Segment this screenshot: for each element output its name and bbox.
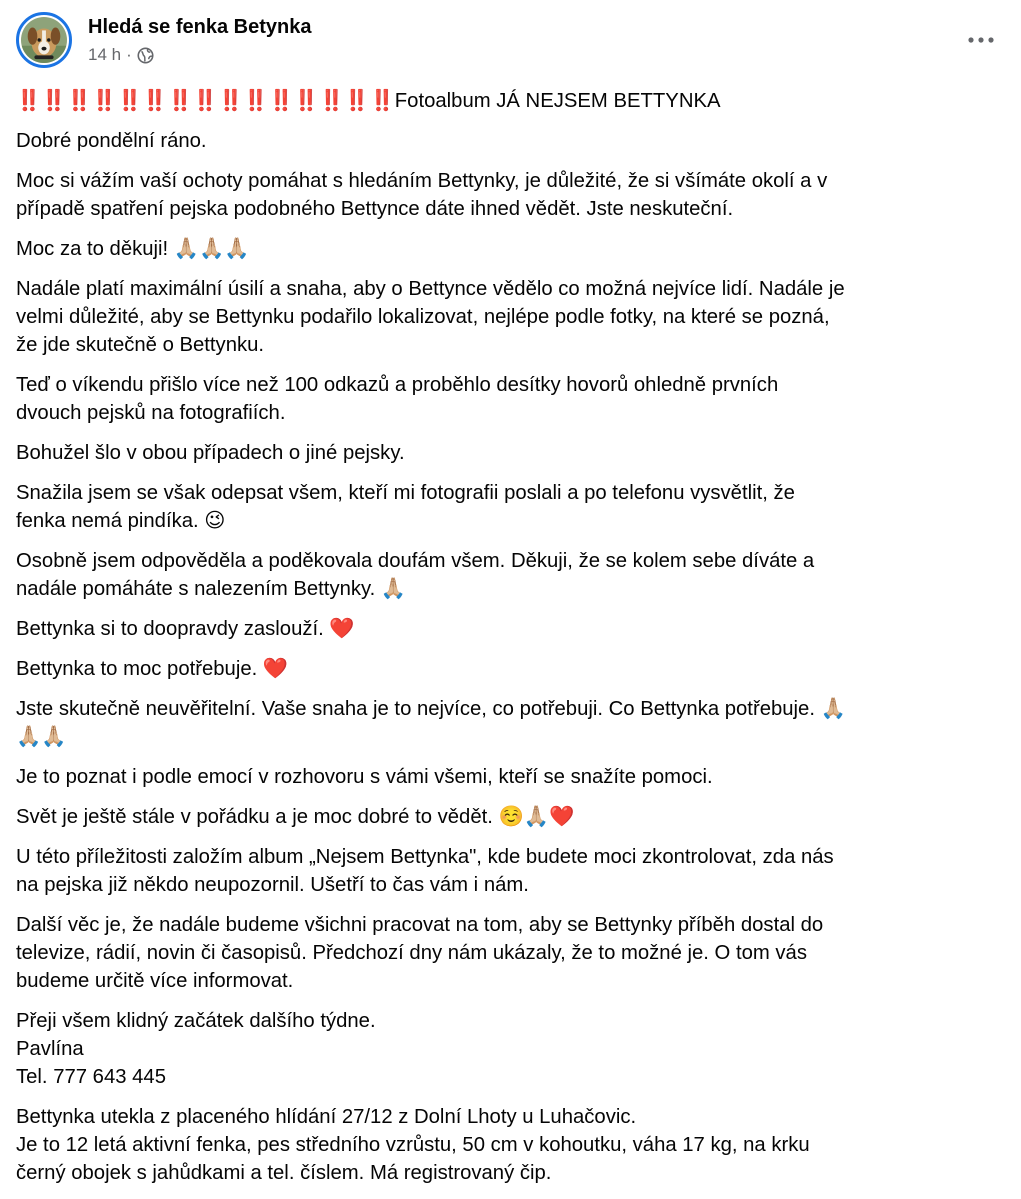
paragraph-other-dogs <box>16 439 1006 467</box>
text-line: U této příležitosti založím album „Nejsem Bettynka", kde budete moci zkontrolovat, zda nás <box>16 846 834 868</box>
paragraph-thanks <box>16 167 1006 223</box>
post-text <box>16 86 1006 1199</box>
text-line: nadále pomáháte s nalezením Bettynky. 🙏🏼 <box>16 578 407 600</box>
text-line: Bettynka utekla z placeného hlídání 27/12 z Dolní Lhoty u Luhačovic. <box>16 1106 637 1128</box>
globe-icon[interactable] <box>137 47 154 64</box>
text-line: televize, rádií, novin či časopisů. Předchozí dny nám ukázaly, že to možné je. O tom vás <box>16 942 807 964</box>
text-line: Bohužel šlo v obou případech o jiné pejsky. <box>16 442 405 464</box>
text-line: Bettynka to moc potřebuje. ❤️ <box>16 658 289 680</box>
text-line: Moc si vážím vaší ochoty pomáhat s hledáním Bettynky, je důležité, že si všímáte okolí a v <box>16 170 828 192</box>
text-line: Nadále platí maximální úsilí a snaha, aby o Bettynce vědělo co možná nejvíce lidí. Nadále je <box>16 278 845 300</box>
paragraph-gratitude <box>16 235 1006 263</box>
paragraph-world <box>16 803 1006 831</box>
text-line: velmi důležité, aby se Bettynku podařilo lokalizovat, nejlépe podle fotky, na které se pozná, <box>16 306 830 328</box>
exclamation-icons: ‼️‼️‼️‼️‼️‼️‼️‼️‼️‼️‼️‼️‼️‼️‼️ <box>16 88 395 112</box>
post-timestamp[interactable]: 14 h <box>88 45 122 64</box>
text-line: Teď o víkendu přišlo více než 100 odkazů a proběhlo desítky hovorů ohledně prvních <box>16 374 779 396</box>
post-meta <box>88 45 154 65</box>
dog-avatar-icon <box>21 17 67 63</box>
more-options-icon <box>968 37 994 43</box>
paragraph-incredible <box>16 695 1006 751</box>
text-line: že jde skutečně o Bettynku. <box>16 334 265 356</box>
paragraph-media <box>16 911 1006 995</box>
text-line: na pejska již někdo neupozornil. Ušetří to čas vám i nám. <box>16 874 529 896</box>
text-line: Bettynka si to doopravdy zaslouží. ❤️ <box>16 618 355 640</box>
more-options-button[interactable] <box>963 26 999 54</box>
paragraph-needs <box>16 655 1006 683</box>
post-header <box>16 12 1005 74</box>
text-line: Je to 12 letá aktivní fenka, pes středního vzrůstu, 50 cm v kohoutku, váha 17 kg, na krku <box>16 1134 810 1156</box>
text-line: Svět je ještě stále v pořádku a je moc dobré to vědět. ☺️🙏🏼❤️ <box>16 806 575 828</box>
text-line: Přeji všem klidný začátek dalšího týdne. <box>16 1010 376 1032</box>
page-name-link[interactable]: Hledá se fenka Betynka <box>88 16 312 38</box>
text-line: fenka nemá pindíka. 😉 <box>16 510 226 532</box>
paragraph-personal <box>16 547 1006 603</box>
text-line: Osobně jsem odpověděla a poděkovala doufám všem. Děkuji, že se kolem sebe díváte a <box>16 550 815 572</box>
paragraph-replies <box>16 479 1006 535</box>
paragraph-weekend <box>16 371 1006 427</box>
text-line: Snažila jsem se však odepsat všem, kteří mi fotografii poslali a po telefonu vysvětlit, že <box>16 482 795 504</box>
paragraph-signature <box>16 1007 1006 1091</box>
headline-text: Fotoalbum JÁ NEJSEM BETTYNKA <box>394 90 721 112</box>
paragraph-effort <box>16 275 1006 359</box>
phone-number: Tel. 777 643 445 <box>16 1066 166 1088</box>
paragraph-album <box>16 843 1006 899</box>
text-line: Jste skutečně neuvěřitelní. Vaše snaha je to nejvíce, co potřebuji. Co Bettynka potřebuje. 🙏🏼 <box>16 698 846 720</box>
paragraph-greeting <box>16 127 1006 155</box>
text-line: Dobré pondělní ráno. <box>16 130 207 152</box>
paragraph-description <box>16 1103 1006 1187</box>
text-line: případě spatření pejska podobného Bettynce dáte ihned vědět. Jste neskuteční. <box>16 198 734 220</box>
text-line: Moc za to děkuji! 🙏🏼🙏🏼🙏🏼 <box>16 238 250 260</box>
text-line: budeme určitě více informovat. <box>16 970 294 992</box>
paragraph-emotions <box>16 763 1006 791</box>
paragraph-headline <box>16 86 1006 115</box>
text-line: černý obojek s jahůdkami a tel. číslem. Má registrovaný čip. <box>16 1162 552 1184</box>
text-line: Je to poznat i podle emocí v rozhovoru s vámi všemi, kteří se snažíte pomoci. <box>16 766 713 788</box>
paragraph-deserves <box>16 615 1006 643</box>
text-line: dvouch pejsků na fotografiích. <box>16 402 286 424</box>
text-line: Další věc je, že nadále budeme všichni pracovat na tom, aby se Bettynky příběh dostal do <box>16 914 824 936</box>
page-avatar[interactable] <box>16 12 72 68</box>
meta-separator: · <box>126 45 132 64</box>
text-line: 🙏🏼🙏🏼 <box>16 726 67 748</box>
signature-name: Pavlína <box>16 1038 84 1060</box>
